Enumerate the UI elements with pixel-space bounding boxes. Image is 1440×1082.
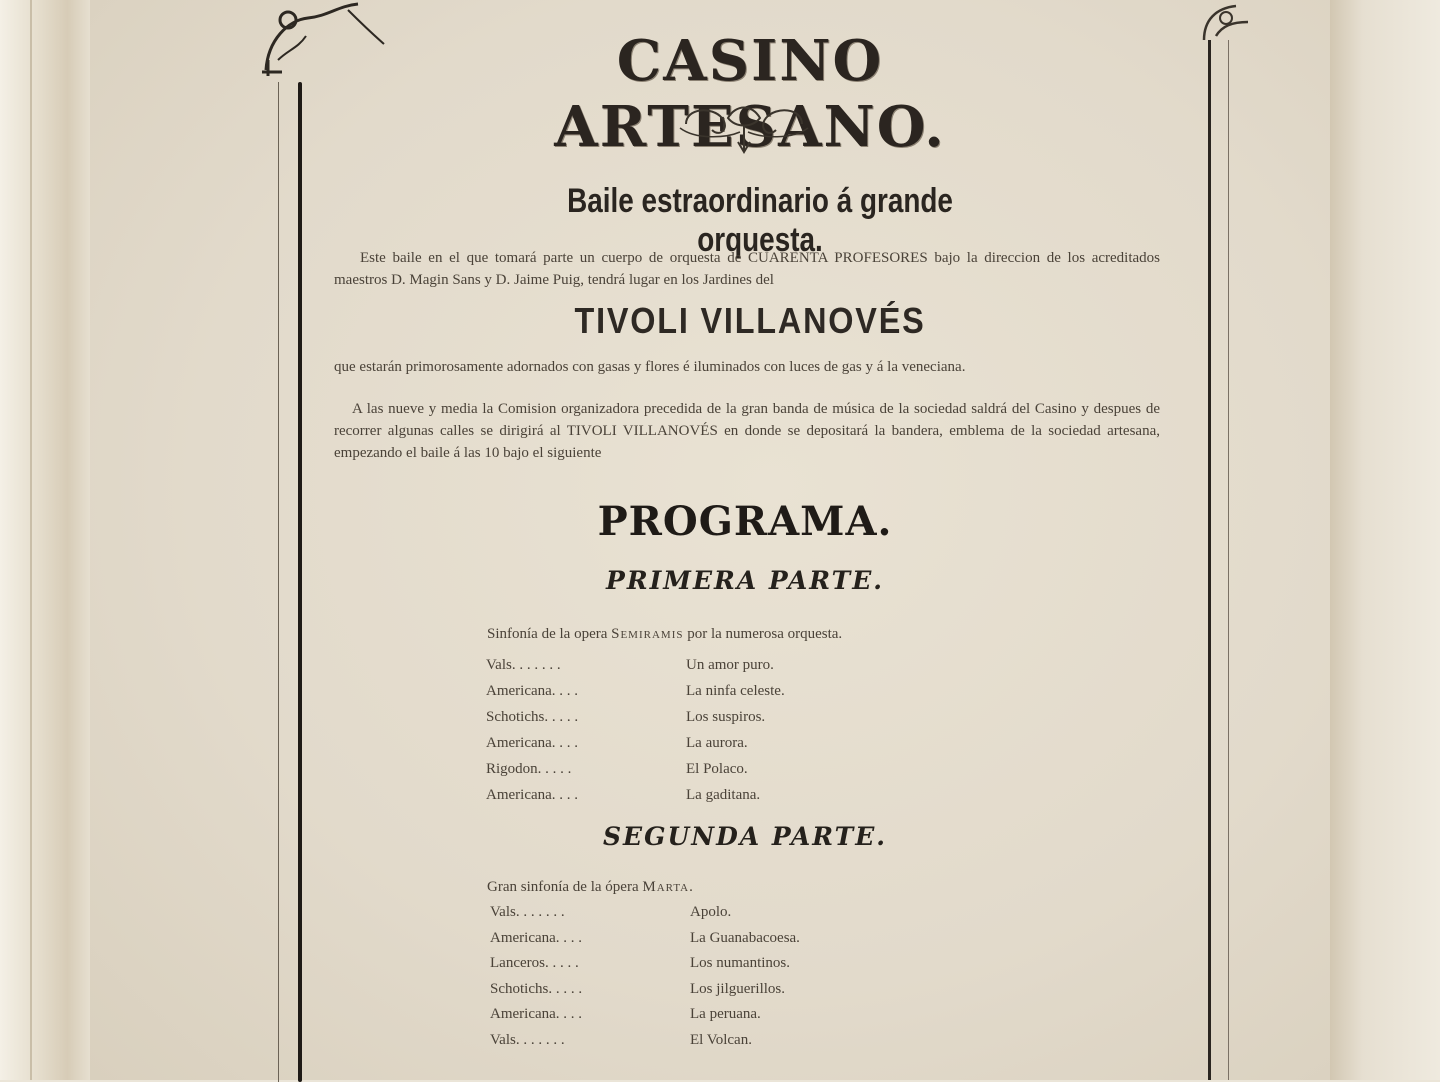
overture-text: Sinfonía de la opera <box>487 626 612 642</box>
dance-type: Vals. . . . . . . <box>490 1031 565 1048</box>
venue-paragraph: que estarán primorosamente adornados con gasas y flores é iluminados con luces de gas y á la veneciana. <box>334 359 966 375</box>
overture-text: Gran sinfonía de la ópera <box>487 879 643 895</box>
piece-title: Los jilguerillos. <box>690 980 785 997</box>
piece-title: Los numantinos. <box>690 955 790 971</box>
border-line-right <box>1208 40 1211 1080</box>
list-item <box>490 1002 950 1028</box>
list-item <box>490 977 950 1003</box>
page-title: CASINO ARTESANO. <box>554 28 946 160</box>
intro-paragraph: Este baile en el que tomará parte un cuerpo de orquesta de CUARENTA PROFESORES bajo la direccion de los acreditados maestros D. Magin Sans y D. Jaime Puig, tendrá lugar en los Jardines del <box>334 250 1160 288</box>
list-item <box>486 704 946 730</box>
border-line-left-thin <box>278 82 279 1082</box>
piece-title: El Polaco. <box>686 761 748 777</box>
piece-title: Apolo. <box>690 904 732 920</box>
dance-type: Vals. . . . . . . <box>486 657 561 673</box>
list-item <box>490 951 950 977</box>
border-line-left <box>298 82 302 1082</box>
dance-type: Americana. . . . <box>486 683 579 699</box>
piece-title: El Volcan. <box>690 1031 752 1048</box>
list-item <box>490 926 950 952</box>
dance-type: Americana. . . . <box>486 735 579 751</box>
piece-title: La gaditana. <box>686 787 761 803</box>
part-one-heading: PRIMERA PARTE. <box>606 566 884 595</box>
corner-ornament-left <box>258 0 388 80</box>
piece-title: La peruana. <box>690 1006 761 1022</box>
program-heading: PROGRAMA. <box>597 498 893 545</box>
dance-type: Rigodon. . . . . <box>486 761 572 777</box>
part-two-list <box>490 900 950 1053</box>
list-item <box>486 678 946 704</box>
opera-name: Semiramis <box>611 626 684 642</box>
overture-text-end: . <box>689 879 693 895</box>
part-two-heading: SEGUNDA PARTE. <box>603 822 887 851</box>
piece-title: La Guanabacoesa. <box>690 929 800 946</box>
dance-type: Americana. . . . <box>490 929 583 946</box>
list-item <box>486 782 946 808</box>
part-two-overture <box>487 879 1107 896</box>
dance-type: Schotichs. . . . . <box>490 980 583 997</box>
venue-name: TIVOLI VILLANOVÉS <box>574 300 926 341</box>
dance-type: Americana. . . . <box>490 1006 583 1022</box>
left-page-edge <box>0 0 90 1080</box>
dance-type: Americana. . . . <box>486 787 579 803</box>
corner-ornament-right <box>1196 0 1256 44</box>
list-item <box>490 900 950 926</box>
piece-title: La ninfa celeste. <box>686 683 785 699</box>
part-one-overture <box>487 626 1107 643</box>
list-item <box>486 756 946 782</box>
border-line-right-thin <box>1228 40 1229 1080</box>
right-page-edge <box>1330 0 1440 1080</box>
list-item <box>486 652 946 678</box>
dance-type: Vals. . . . . . . <box>490 904 565 920</box>
dance-type: Lanceros. . . . . <box>490 955 579 971</box>
piece-title: Los suspiros. <box>686 709 766 725</box>
opera-name: Marta <box>642 879 690 895</box>
list-item <box>490 1028 950 1054</box>
part-one-list <box>486 652 946 808</box>
dance-type: Schotichs. . . . . <box>486 709 579 725</box>
flourish-ornament <box>676 98 812 156</box>
piece-title: La aurora. <box>686 735 748 751</box>
event-subtitle: Baile estraordinario á grande orquesta. <box>567 182 953 259</box>
schedule-paragraph: A las nueve y media la Comision organizadora precedida de la gran banda de música de la sociedad saldrá del Casino y despues de recorrer algunas calles se dirigirá al TIVOLI VILLANOVÉS en donde se depositará la bandera, emblema de la sociedad artesana, empezando el baile á las 10 bajo el siguiente <box>334 401 1160 461</box>
piece-title: Un amor puro. <box>686 657 774 673</box>
overture-text-end: por la numerosa orquesta. <box>683 626 843 642</box>
list-item <box>486 730 946 756</box>
